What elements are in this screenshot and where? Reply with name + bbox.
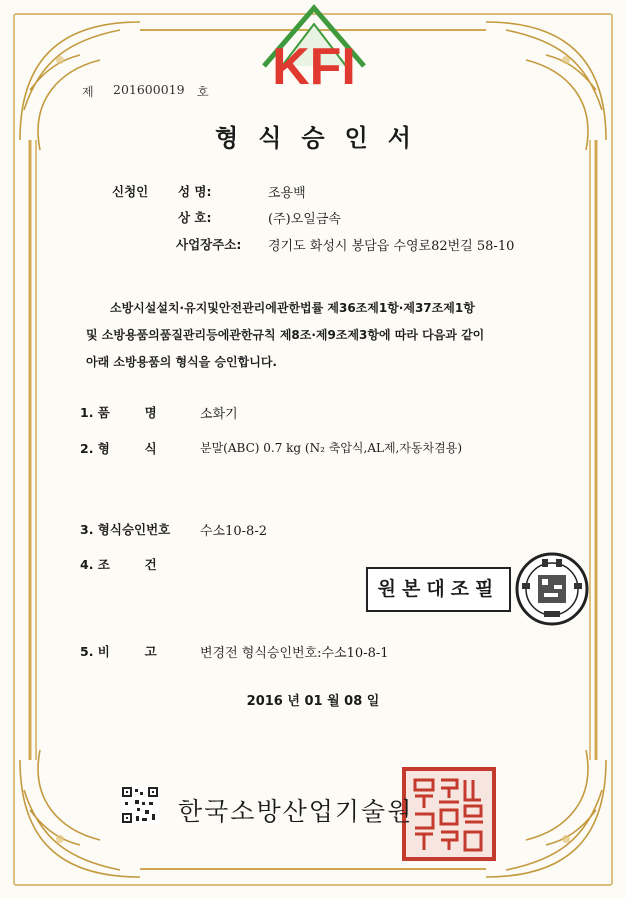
qr-module	[142, 802, 145, 805]
logo-text: KFI	[272, 38, 356, 92]
item-label-approval-number: 3. 형식승인번호	[80, 522, 171, 537]
qr-module	[140, 792, 143, 795]
seal-glyph	[542, 559, 548, 567]
official-red-seal	[401, 766, 497, 862]
business-address: 경기도 화성시 봉담읍 수영로82번길 58-10	[268, 239, 515, 254]
qr-module	[136, 816, 139, 821]
original-copy-stamp: 원본대조필	[366, 567, 511, 612]
applicant-section-label: 신청인	[112, 184, 149, 199]
document-title: 형식승인서	[215, 124, 431, 152]
corner-dot	[56, 835, 64, 843]
qr-finder-center	[152, 791, 154, 793]
corner-dot	[562, 835, 570, 843]
certificate-number-prefix: 제	[82, 85, 94, 99]
company-name: (주)오일금속	[268, 212, 341, 227]
qr-code-icon	[121, 786, 159, 824]
item-label-model: 2. 형 식	[80, 441, 157, 456]
round-seal-stamp	[514, 551, 590, 627]
qr-module	[142, 818, 147, 821]
seal-glyph	[544, 611, 560, 617]
qr-module	[137, 808, 140, 811]
seal-center-notch	[542, 579, 548, 585]
seal-center-notch	[554, 585, 562, 589]
name-label: 성 명:	[178, 184, 212, 199]
issuing-organization: 한국소방산업기술원	[178, 797, 414, 826]
qr-module	[145, 810, 149, 814]
certificate-number-suffix: 호	[197, 85, 209, 99]
item-value-remarks: 변경전 형식승인번호:수소10-8-1	[200, 646, 389, 661]
statement-line-1: 소방시설설치·유지및안전관리에관한법률 제36조제1항·제37조제1항	[110, 301, 475, 315]
kfi-logo	[252, 4, 376, 92]
seal-glyph	[574, 583, 582, 589]
qr-module	[152, 814, 155, 820]
corner-dot	[562, 56, 570, 64]
qr-finder-center	[126, 817, 128, 819]
statement-line-3: 아래 소방용품의 형식을 승인합니다.	[86, 355, 277, 369]
item-value-model: 분말(ABC) 0.7 kg (N₂ 축압식,AL제,자동차겸용)	[200, 441, 462, 455]
statement-line-2: 및 소방용품의품질관리등에관한규칙 제8조·제9조제3항에 따라 다음과 같이	[86, 328, 485, 342]
qr-module	[125, 802, 128, 805]
applicant-name: 조용백	[268, 186, 306, 201]
address-label: 사업장주소:	[176, 237, 242, 252]
corner-ornament-bottom-right	[486, 750, 606, 877]
item-label-remarks: 5. 비 고	[80, 644, 157, 659]
item-label-conditions: 4. 조 건	[80, 557, 157, 572]
corner-dot	[56, 56, 64, 64]
item-label-product-name: 1. 품 명	[80, 405, 157, 420]
seal-center-notch	[544, 593, 558, 597]
item-value-product-name: 소화기	[200, 407, 238, 422]
qr-finder-center	[126, 791, 128, 793]
issue-date: 2016 년 01 월 08 일	[246, 694, 380, 709]
seal-glyph	[522, 583, 530, 589]
seal-glyph	[556, 559, 562, 567]
item-value-approval-number: 수소10-8-2	[200, 524, 267, 539]
qr-module	[149, 802, 153, 805]
qr-module	[135, 789, 138, 792]
qr-module	[135, 800, 139, 804]
company-label: 상 호:	[178, 210, 212, 225]
certificate-number: 201600019	[113, 82, 185, 97]
